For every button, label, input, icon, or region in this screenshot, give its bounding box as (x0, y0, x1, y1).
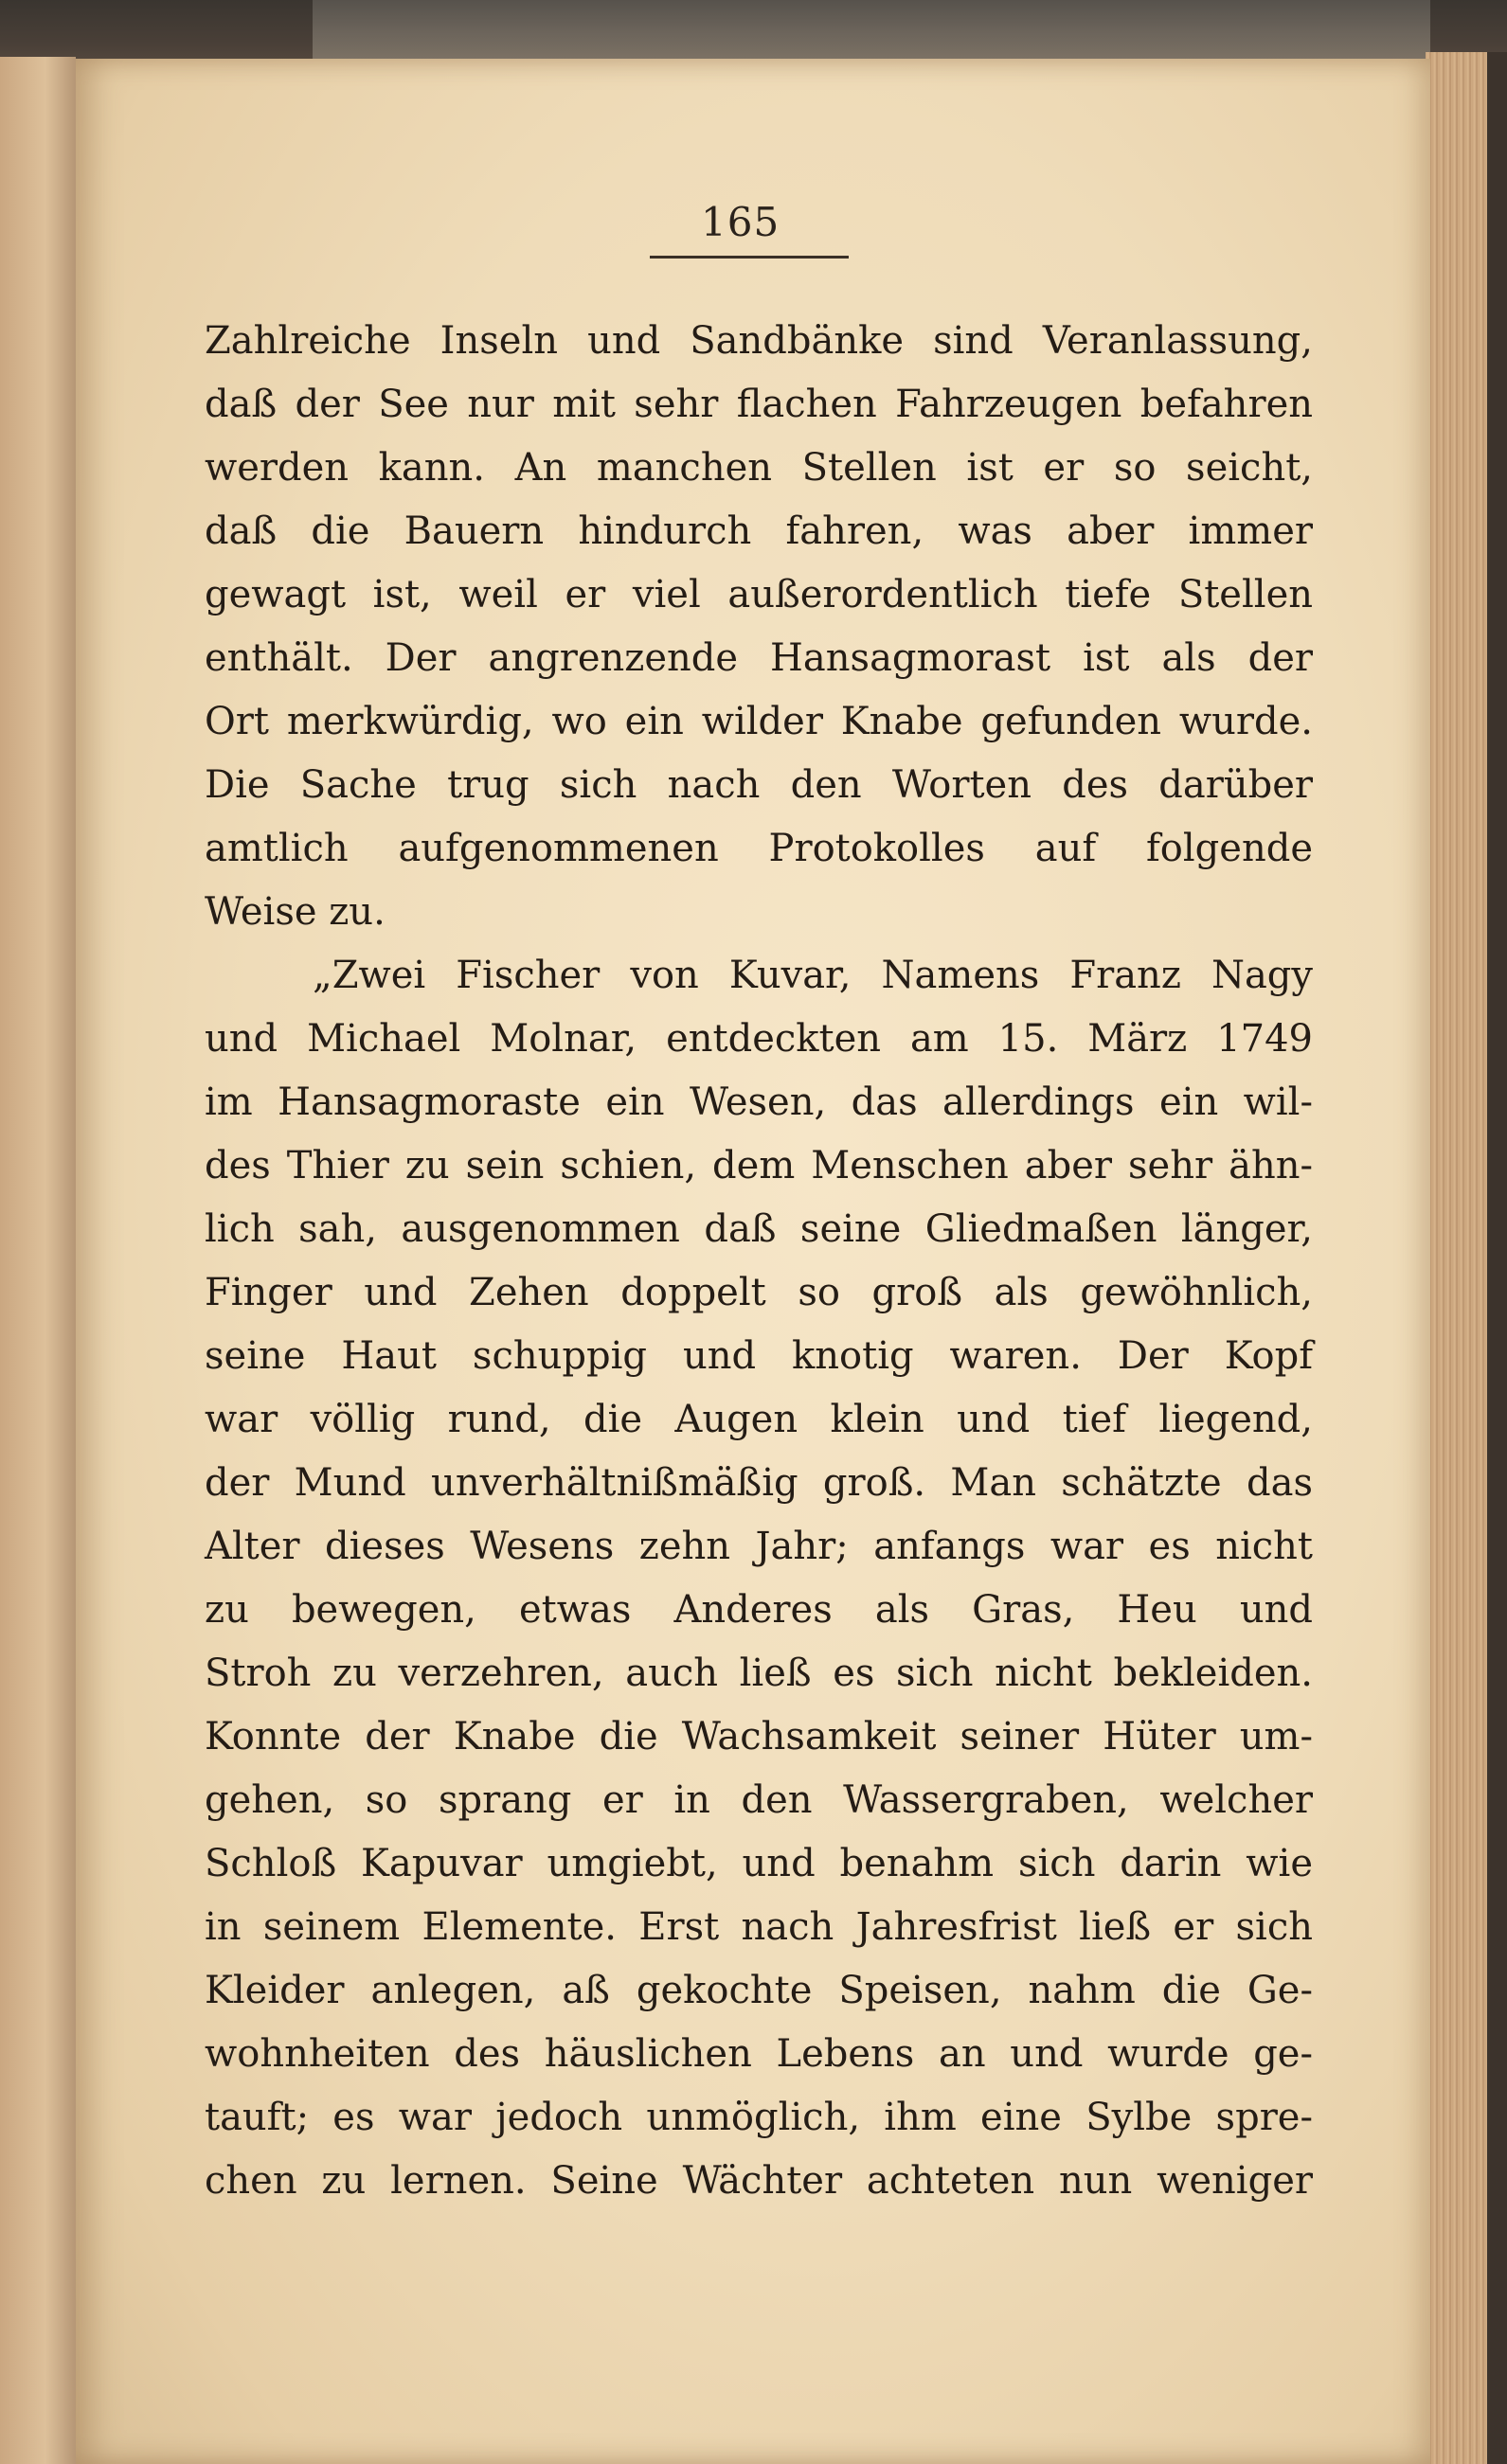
text-line: Alter dieses Wesens zehn Jahr; anfangs war es nicht (205, 1525, 1313, 1568)
text-line: Ort merkwürdig, wo ein wilder Knabe gefunden wurde. (205, 700, 1313, 743)
page-number: 165 (701, 199, 780, 245)
text-line: und Michael Molnar, entdeckten am 15. März 1749 (205, 1017, 1313, 1061)
book-binding-highlight (313, 0, 1430, 66)
text-line: Konnte der Knabe die Wachsamkeit seiner Hüter um- (205, 1715, 1313, 1759)
text-line: Finger und Zehen doppelt so groß als gewöhnlich, (205, 1271, 1313, 1314)
text-line: lich sah, ausgenommen daß seine Gliedmaßen länger, (205, 1207, 1313, 1251)
text-line: des Thier zu sein schien, dem Menschen aber sehr ähn- (205, 1144, 1313, 1187)
text-line: „Zwei Fischer von Kuvar, Namens Franz Nagy (313, 954, 1313, 997)
text-line: Die Sache trug sich nach den Worten des darüber (205, 763, 1313, 807)
text-line: seine Haut schuppig und knotig waren. Der Kopf (205, 1334, 1313, 1378)
text-line: Zahlreiche Inseln und Sandbänke sind Veranlassung, (205, 319, 1313, 363)
header-rule (650, 256, 849, 259)
text-line: amtlich aufgenommenen Protokolles auf folgende (205, 827, 1313, 870)
book-cover-right (1487, 52, 1507, 2464)
text-line: im Hansagmoraste ein Wesen, das allerdings ein wil- (205, 1080, 1313, 1124)
text-line: daß die Bauern hindurch fahren, was aber immer (205, 509, 1313, 553)
text-line: gehen, so sprang er in den Wassergraben, welcher (205, 1778, 1313, 1822)
text-line: war völlig rund, die Augen klein und tief liegend, (205, 1398, 1313, 1441)
text-line: tauft; es war jedoch unmöglich, ihm eine Sylbe spre- (205, 2096, 1313, 2139)
text-line: wohnheiten des häuslichen Lebens an und wurde ge- (205, 2032, 1313, 2076)
text-line: werden kann. An manchen Stellen ist er so seicht, (205, 446, 1313, 490)
text-line: gewagt ist, weil er viel außerordentlich tiefe Stellen (205, 573, 1313, 616)
text-line: Schloß Kapuvar umgiebt, und benahm sich darin wie (205, 1842, 1313, 1885)
text-line: Stroh zu verzehren, auch ließ es sich nicht bekleiden. (205, 1652, 1313, 1695)
book-cover-left (0, 57, 76, 2464)
text-line: daß der See nur mit sehr flachen Fahrzeugen befahren (205, 383, 1313, 426)
text-line: zu bewegen, etwas Anderes als Gras, Heu und (205, 1588, 1313, 1632)
text-line: Weise zu. (205, 890, 386, 934)
text-line: Kleider anlegen, aß gekochte Speisen, nahm die Ge- (205, 1969, 1313, 2012)
text-line: enthält. Der angrenzende Hansagmorast ist als der (205, 636, 1313, 680)
text-line: chen zu lernen. Seine Wächter achteten nun weniger (205, 2159, 1313, 2203)
text-line: in seinem Elemente. Erst nach Jahresfrist ließ er sich (205, 1905, 1313, 1949)
text-line: der Mund unverhältnißmäßig groß. Man schätzte das (205, 1461, 1313, 1505)
